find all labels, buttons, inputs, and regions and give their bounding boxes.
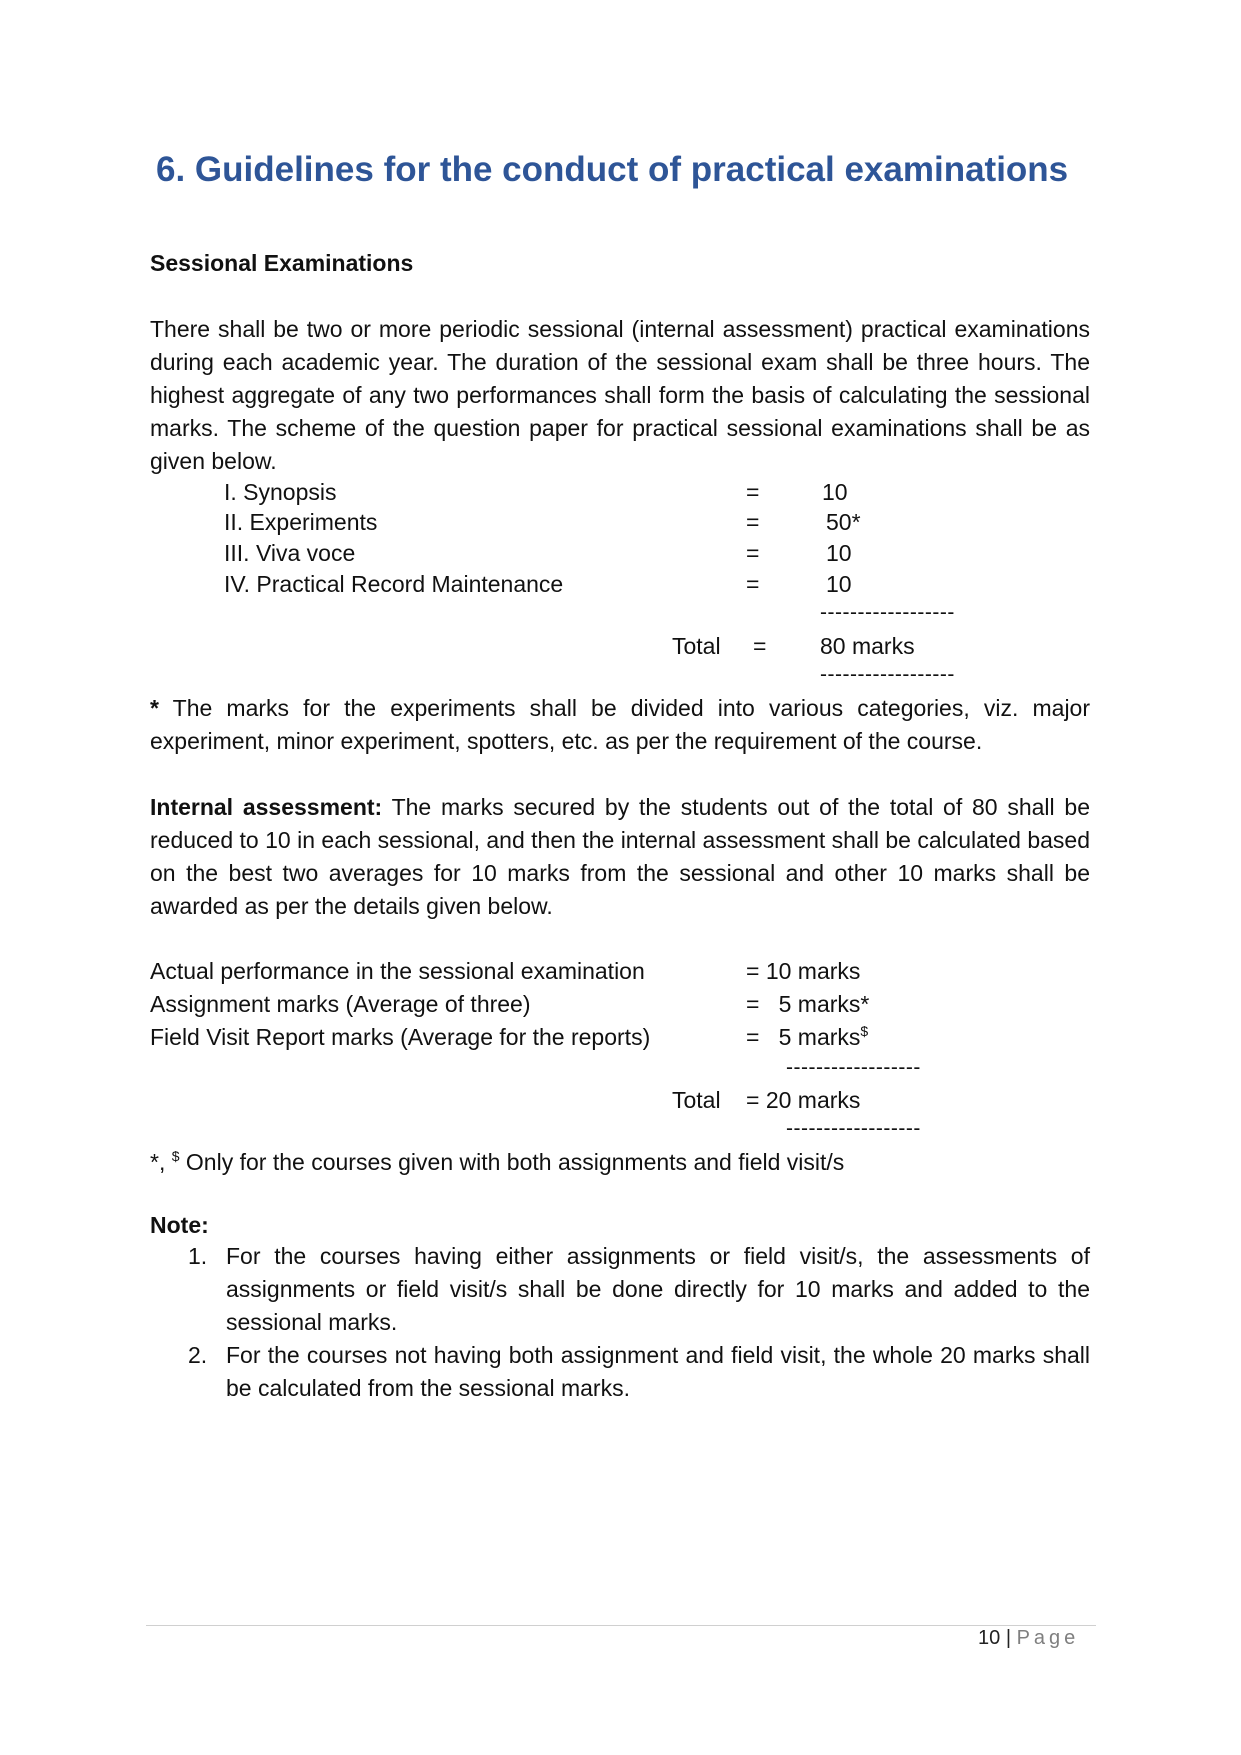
scheme-label: III. Viva voce: [224, 540, 356, 566]
breakdown-total-value: = 20 marks: [746, 1087, 861, 1113]
footnote-prefix: *,: [150, 1149, 166, 1175]
internal-assessment-label: Internal assessment:: [150, 794, 383, 820]
scheme-total-equals: =: [753, 633, 767, 659]
scheme-label: I. Synopsis: [224, 479, 337, 505]
note-list: [150, 1240, 1090, 1405]
breakdown-total-label: Total: [672, 1087, 721, 1113]
scheme-equals: =: [746, 540, 760, 566]
sessional-intro-paragraph: There shall be two or more periodic sessional (internal assessment) practical examinations during each academic year. The duration of the sessional exam shall be three hours. The highest aggregate of any two performances shall form the basis of calculating the sessional marks. The scheme of the question paper for practical sessional examinations shall be as given below.: [150, 316, 1090, 474]
section-heading-sessional: Sessional Examinations: [150, 250, 414, 276]
page-title: 6. Guidelines for the conduct of practical examinations: [156, 150, 1069, 189]
divider-dashes: ------------------: [820, 601, 955, 624]
page-number: 10: [978, 1627, 1001, 1649]
footer-divider: [146, 1625, 1096, 1626]
scheme-equals: =: [746, 479, 760, 505]
breakdown-value: = 5 marks*: [746, 991, 870, 1017]
footnote-text: The marks for the experiments shall be divided into various categories, viz. major experiment, minor experiment, spotters, etc. as per the requirement of the course.: [150, 695, 1090, 754]
note-text: For the courses having either assignments or field visit/s, the assessments of assignments or field visit/s shall be done directly for 10 marks and added to the sessional marks.: [226, 1243, 1090, 1335]
scheme-value: 50*: [826, 509, 861, 535]
note-item: [150, 1240, 1090, 1339]
note-text: For the courses not having both assignment and field visit, the whole 20 marks shall be calculated from the sessional marks.: [226, 1342, 1090, 1401]
footer-separator: |: [1005, 1627, 1012, 1649]
internal-assessment-text: The marks secured by the students out of the total of 80 shall be reduced to 10 in each sessional, and then the internal assessment shall be calculated based on the best two averages for 10 marks from the sessional and other 10 marks shall be awarded as per the details given below.: [150, 794, 1090, 919]
scheme-total-value: 80 marks: [820, 633, 915, 659]
scheme-value: 10: [826, 540, 852, 566]
divider-dashes: ------------------: [786, 1056, 921, 1079]
experiments-footnote: [150, 692, 1090, 758]
breakdown-label: Field Visit Report marks (Average for the reports): [150, 1024, 651, 1050]
divider-dashes: ------------------: [820, 663, 955, 686]
page-footer: [978, 1627, 1079, 1650]
breakdown-label: Actual performance in the sessional examination: [150, 958, 645, 984]
footnote-marker: *: [150, 695, 159, 721]
scheme-label: IV. Practical Record Maintenance: [224, 571, 564, 597]
divider-dashes: ------------------: [786, 1117, 921, 1140]
scheme-equals: =: [746, 571, 760, 597]
breakdown-value-text: = 5 marks: [746, 1024, 861, 1050]
note-number: 2.: [188, 1342, 208, 1368]
internal-footnote: [150, 1147, 844, 1178]
internal-assessment-paragraph: [150, 791, 1090, 923]
note-title: Note:: [150, 1212, 209, 1238]
page-label: Page: [1016, 1627, 1080, 1649]
internal-footnote-text: Only for the courses given with both assignments and field visit/s: [185, 1149, 845, 1175]
breakdown-value: = 10 marks: [746, 958, 861, 984]
dollar-superscript: $: [860, 1023, 869, 1039]
scheme-equals: =: [746, 509, 760, 535]
breakdown-label: Assignment marks (Average of three): [150, 991, 531, 1017]
scheme-total-label: Total: [672, 633, 721, 659]
dollar-superscript: $: [171, 1148, 180, 1164]
scheme-value: 10: [822, 479, 848, 505]
breakdown-value: [746, 1022, 868, 1053]
note-number: 1.: [188, 1243, 208, 1269]
scheme-value: 10: [826, 571, 852, 597]
scheme-label: II. Experiments: [224, 509, 378, 535]
note-item: [150, 1339, 1090, 1405]
